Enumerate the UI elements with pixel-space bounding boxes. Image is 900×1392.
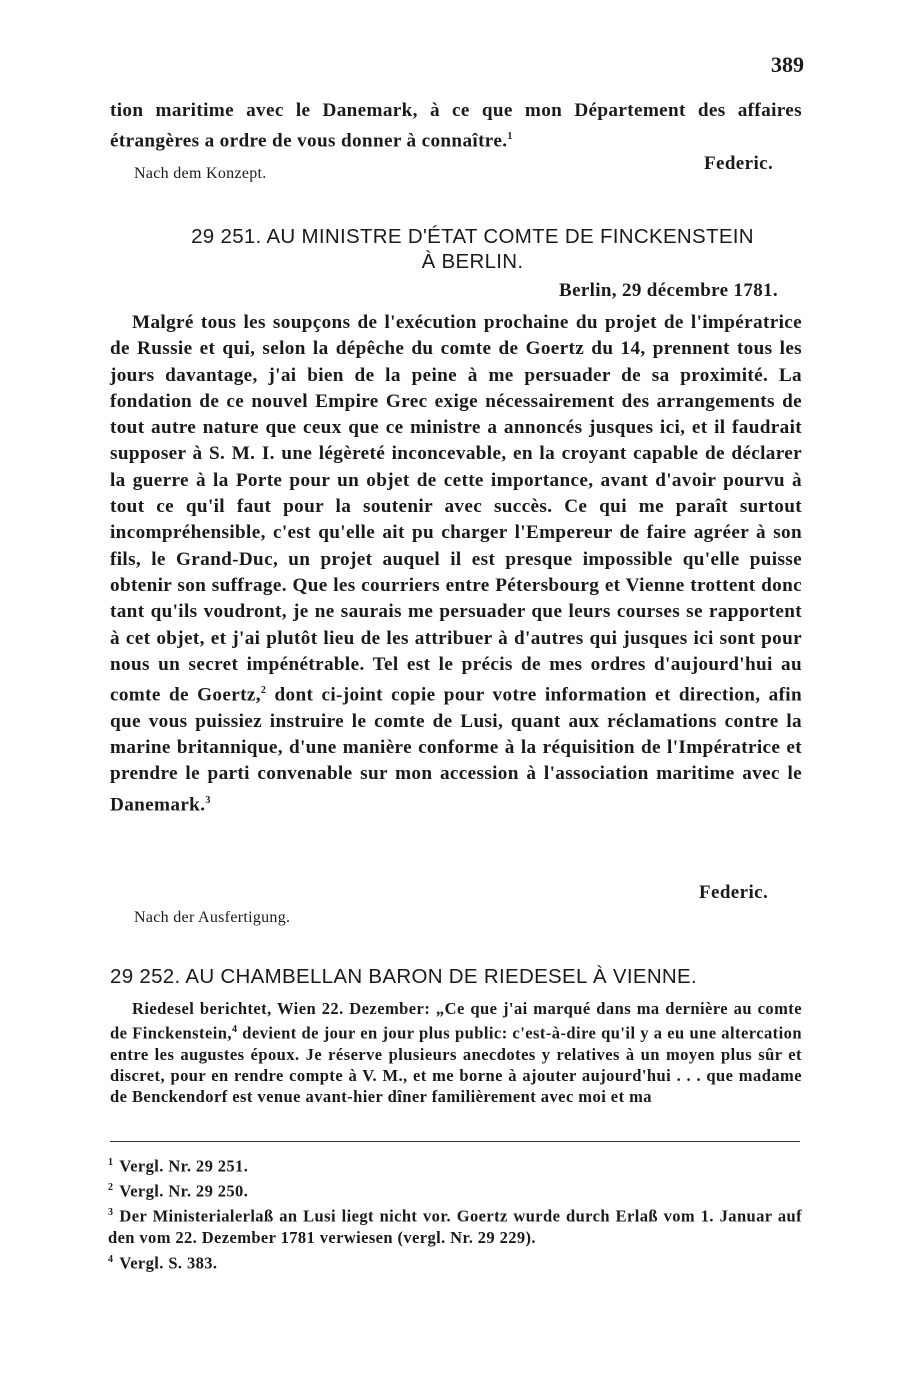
footnote-number: 3 xyxy=(108,1207,114,1218)
signature: Federic. xyxy=(699,882,769,903)
footnote-text: Der Ministerialerlaß an Lusi liegt nicht vor. Goertz wurde durch Erlaß vom 1. Januar auf den vom 22. Dezember 1781 verwiesen (vergl. Nr. 29 229). xyxy=(108,1206,802,1247)
body-text: Riedesel berichtet, Wien 22. Dezember: „Ce que j'ai marqué dans ma dernière au comte de Finckenstein, xyxy=(110,999,802,1043)
signature: Federic. xyxy=(704,153,774,174)
footnote xyxy=(108,1152,802,1177)
footnote-divider xyxy=(110,1141,800,1142)
source-note: Nach der Ausfertigung. xyxy=(134,909,291,926)
footnote-number: 2 xyxy=(108,1182,114,1193)
letter-heading xyxy=(110,224,835,274)
footnote-text: Vergl. Nr. 29 250. xyxy=(119,1181,249,1201)
continuation-text: tion maritime avec le Danemark, à ce que mon Département des affaires étrangères a ordre de vous donner à connaître. xyxy=(110,100,802,152)
body-text: dont ci-joint copie pour votre information et direction, afin que vous puissiez instruire le comte de Lusi, quant aux réclamations contre la marine britannique, d'une manière conforme à la réquisition de l'Impératrice et prendre le parti convenable sur mon accession à l'association maritime avec le Danemark. xyxy=(110,684,803,816)
footnote-ref: 4 xyxy=(232,1024,238,1036)
footnote-text: Vergl. Nr. 29 251. xyxy=(119,1156,249,1176)
page-number: 389 xyxy=(771,52,804,77)
footnote-ref: 2 xyxy=(260,685,267,697)
heading-line: 29 251. AU MINISTRE D'ÉTAT COMTE DE FINCKENSTEIN xyxy=(191,225,754,248)
letter-body xyxy=(110,310,802,818)
body-text: devient de jour en jour plus public: c'est-à-dire qu'il y a eu une altercation entre les augustes époux. Je réserve plusieurs anecdotes y relatives à un moyen plus sûr et discret, pour en rendre compte à V. M., et me borne à ajouter aujourd'hui . . . que madame de Benckendorf est venue avant-hier dîner familièrement avec moi et ma xyxy=(110,1023,802,1107)
letter-heading: 29 252. AU CHAMBELLAN BARON DE RIEDESEL À VIENNE. xyxy=(110,965,698,988)
footnote-number: 4 xyxy=(108,1253,114,1265)
footnote xyxy=(108,1177,802,1202)
footnote xyxy=(108,1202,802,1249)
footnote xyxy=(108,1249,802,1274)
body-text: Malgré tous les soupçons de l'exécution prochaine du projet de l'impératrice de Russie et qui, selon la dépêche du comte de Goertz du 14, prennent tous les jours davantage, j'ai bien de la peine à me persuader de sa proximité. La fondation de ce nouvel Empire Grec exige nécessairement des arrangements de tout autre nature que ceux que ce ministre a annoncés jusques ici, et il faudrait supposer à S. M. I. une légèreté inconcevable, en la croyant capable de déclarer la guerre à la Porte pour un objet de cette importance, avant d'avoir pourvu à tout ce qu'il faut pour la soutenir avec succès. Ce qui me paraît surtout incompréhensible, c'est qu'elle ait pu charger l'Empereur de faire agréer à son fils, le Grand-Duc, un projet auquel il est presque impossible qu'elle puisse obtenir son suffrage. Que les courriers entre Pétersbourg et Vienne trottent donc tant qu'ils voudront, je ne saurais me persuader que leurs courses se rapportent à cet objet, et j'ai plutôt lieu de les attribuer à d'autres qui jusques ici sont pour nous un secret impénétrable. Tel est le précis de mes ordres d'aujourd'hui au comte de Goertz, xyxy=(110,312,802,706)
footnote-number: 1 xyxy=(108,1157,114,1168)
footnotes xyxy=(108,1152,802,1274)
footnote-ref: 3 xyxy=(205,794,211,806)
heading-line: À BERLIN. xyxy=(421,250,524,273)
source-note: Nach dem Konzept. xyxy=(134,165,267,182)
letter-body xyxy=(110,998,802,1108)
footnote-text: Vergl. S. 383. xyxy=(119,1253,218,1272)
footnote-ref: 1 xyxy=(507,131,513,143)
dateline: Berlin, 29 décembre 1781. xyxy=(559,280,778,301)
continuation-paragraph xyxy=(110,98,802,155)
